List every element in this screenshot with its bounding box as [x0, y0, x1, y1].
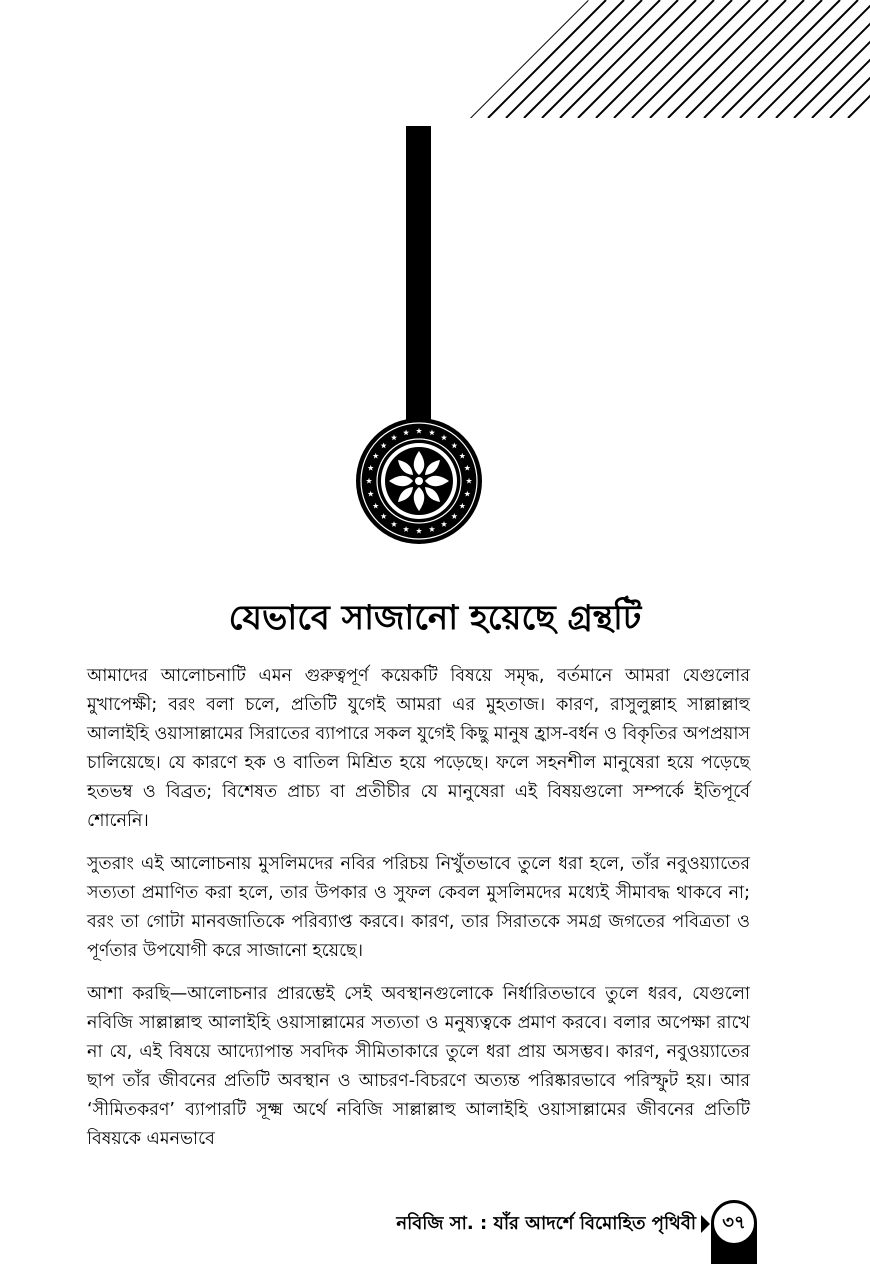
paragraph: আশা করছি—আলোচনার প্রারম্ভেই সেই অবস্থানগুলোকে নির্ধারিতভাবে তুলে ধরব, যেগুলো নবিজি সাল্লাল্লাহু আলাইহি ওয়াসাল্লামের সত্যতা ও মনুষ্যত্বকে প্রমাণ করবে। বলার অপেক্ষা রাখে না যে, এই বিষয়ে আদ্যোপান্ত সবদিক সীমিতাকারে তুলে ধরা প্রায় অসম্ভব। কারণ, নবুওয়্যাতের ছাপ তাঁর জীবনের প্রতিটি অবস্থান ও আচরণ-বিচরণে অত্যন্ত পরিষ্কারভাবে পরিস্ফুট হয়। আর ‘সীমিতকরণ’ ব্যাপারটি সূক্ষ্ম অর্থে নবিজি সাল্লাল্লাহু আলাইহি ওয়াসাল্লামের জীবনের প্রতিটি বিষয়কে এমনভাবে [87, 984, 750, 1149]
diagonal-hatch-decoration [470, 0, 870, 118]
body-text [87, 662, 750, 1168]
running-footer-title: নবিজি সা. : যাঁর আদর্শে বিমোহিত পৃথিবী [396, 1213, 696, 1234]
paragraph: সুতরাং এই আলোচনায় মুসলিমদের নবির পরিচয় নিখুঁতভাবে তুলে ধরা হলে, তাঁর নবুওয়্যাতের সত্যতা প্রমাণিত করা হলে, তার উপকার ও সুফল কেবল মুসলিমদের মধ্যেই সীমাবদ্ধ থাকবে না; বরং তা গোটা মানবজাতিকে পরিব্যাপ্ত করবে। কারণ, তার সিরাতকে সমগ্র জগতের পবিত্রতা ও পূর্ণতার উপযোগী করে সাজানো হয়েছে। [87, 854, 750, 961]
pendant-bar [406, 126, 431, 426]
chapter-title: যেভাবে সাজানো হয়েছে গ্রন্থটি [228, 598, 642, 638]
paragraph: আমাদের আলোচনাটি এমন গুরুত্বপূর্ণ কয়েকটি বিষয়ে সমৃদ্ধ, বর্তমানে আমরা যেগুলোর মুখাপেক্ষী; বরং বলা চলে, প্রতিটি যুগেই আমরা এর মুহতাজ। কারণ, রাসুলুল্লাহ সাল্লাল্লাহু আলাইহি ওয়াসাল্লামের সিরাতের ব্যাপারে সকল যুগেই কিছু মানুষ হ্রাস-বর্ধন ও বিকৃতির অপপ্রয়াস চালিয়েছে। যে কারণে হক ও বাতিল মিশ্রিত হয়ে পড়েছে। ফলে সহনশীল মানুষেরা হয়ে পড়েছে হতভম্ব ও বিব্রত; বিশেষত প্রাচ্য বা প্রতীচীর যে মানুষেরা এই বিষয়গুলো সম্পর্কে ইতিপূর্বে শোনেনি। [87, 666, 750, 831]
pendant-medallion-icon [355, 417, 483, 545]
page-footer [0, 1198, 870, 1264]
page-number: ৩৭ [711, 1200, 757, 1246]
triangle-right-icon [701, 1215, 710, 1233]
